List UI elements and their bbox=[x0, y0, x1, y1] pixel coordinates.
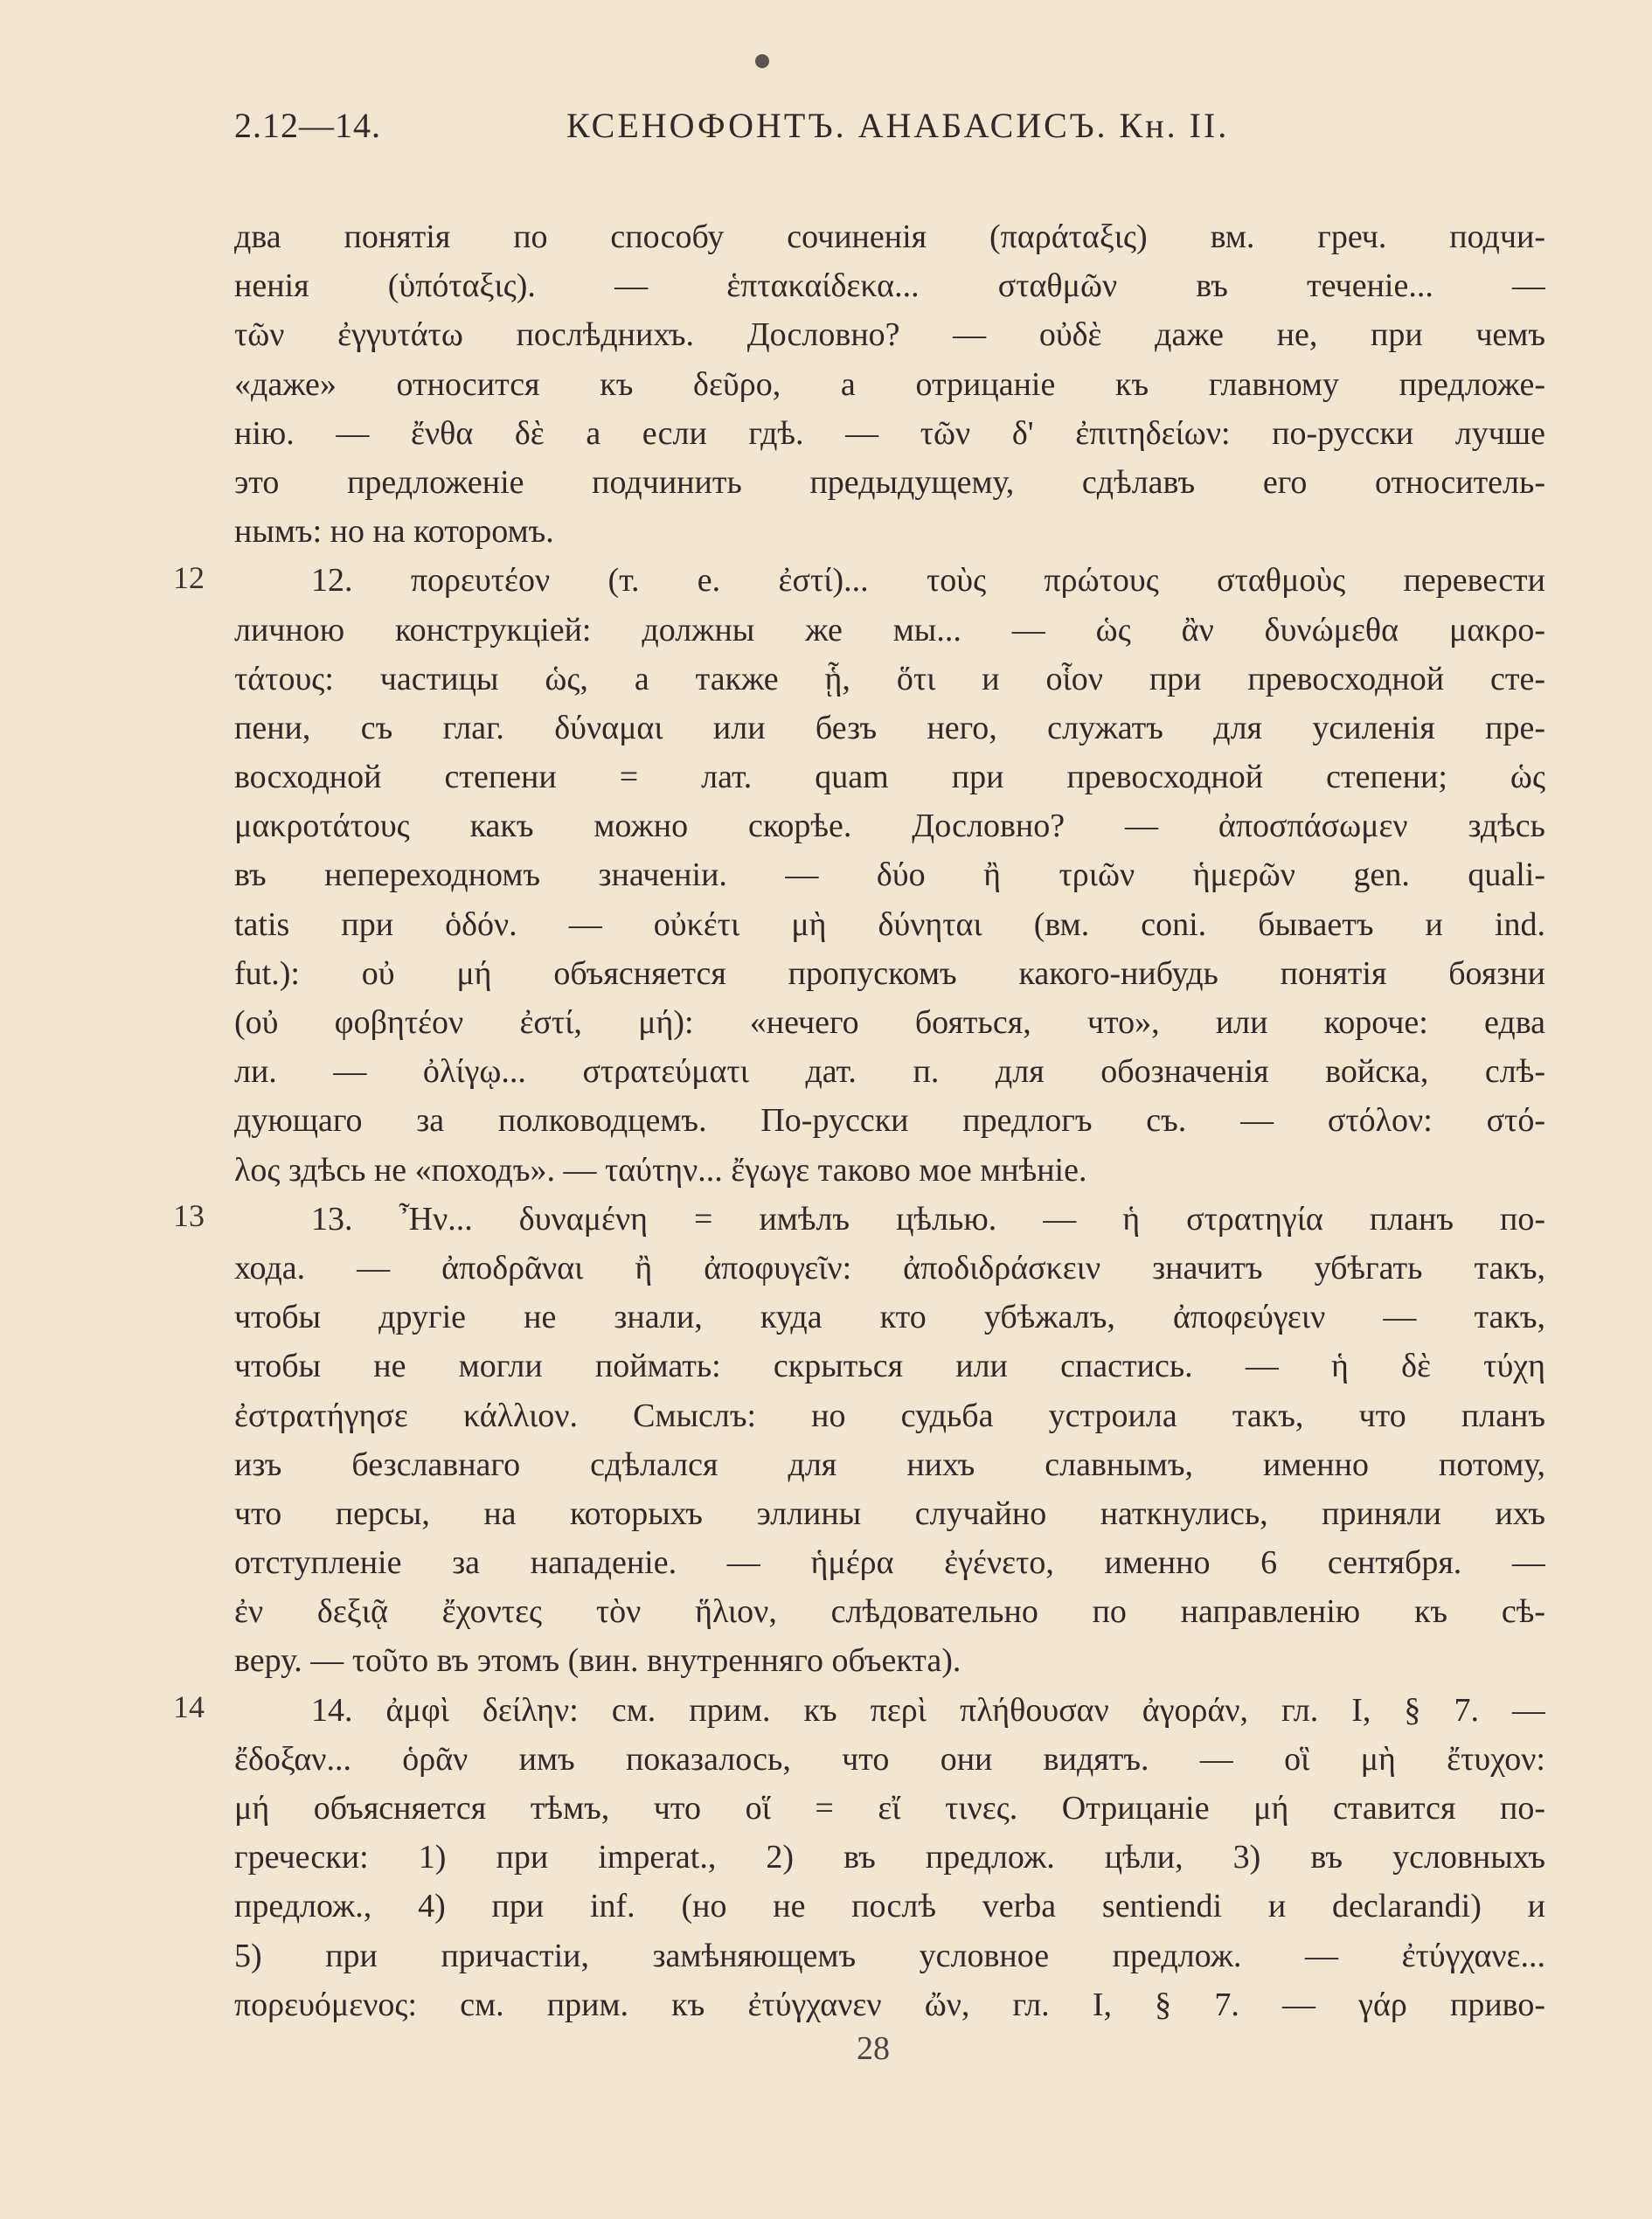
text-line: личною конструкціей: должны же мы... — ὡς ἂν δυνώμεθα μακρο- bbox=[234, 611, 1545, 648]
margin-number-13: 13 bbox=[173, 1198, 205, 1233]
text-line: чтобы не могли поймать: скрыться или спастись. — ἡ δὲ τύχη bbox=[234, 1348, 1545, 1385]
text-line: πορευόμενος: см. прим. къ ἐτύγχανεν ὤν, гл. I, § 7. — γάρ приво- bbox=[234, 1986, 1545, 2023]
text-line: отступленіе за нападеніе. — ἡμέρα ἐγένετο, именно 6 сентября. — bbox=[234, 1544, 1545, 1582]
text-line: 13. Ἦν... δυναμένη = имѣлъ цѣлью. — ἡ στρατηγία планъ по- bbox=[311, 1200, 1545, 1238]
text-line: въ непереходномъ значеніи. — δύο ἢ τριῶν ἡμερῶν gen. quali- bbox=[234, 856, 1545, 894]
text-line: (οὐ φοβητέον ἐστί, μή): «нечего бояться, что», или короче: едва bbox=[234, 1004, 1545, 1041]
body-text bbox=[234, 212, 1545, 2029]
page-number: 28 bbox=[857, 2030, 890, 2067]
text-line: μακροτάτους какъ можно скорѣе. Дословно? — ἀποσπάσωμεν здѣсь bbox=[234, 808, 1545, 845]
text-line: гречески: 1) при imperat., 2) въ предлож. цѣли, 3) въ условныхъ bbox=[234, 1839, 1545, 1876]
text-line: λος здѣсь не «походъ». — ταύτην... ἔγωγε таково мое мнѣніе. bbox=[234, 1151, 1087, 1189]
margin-number-12: 12 bbox=[173, 560, 205, 595]
ink-dot bbox=[755, 54, 769, 68]
running-header bbox=[234, 105, 1545, 157]
text-line: ἐν δεξιᾷ ἔχοντες τὸν ἥλιον, слѣдовательно по направленію къ сѣ- bbox=[234, 1593, 1545, 1631]
text-line: 5) при причастіи, замѣняющемъ условное предлож. — ἐτύγχανε... bbox=[234, 1937, 1545, 1974]
text-line: ненія (ὑπόταξις). — ἑπτακαίδεκα... σταθμῶν въ теченіе... — bbox=[234, 267, 1545, 305]
text-line: нію. — ἔνθα δὲ а если гдѣ. — τῶν δ' ἐπιτηδείων: по-русски лучше bbox=[234, 414, 1545, 452]
text-line: что персы, на которыхъ эллины случайно наткнулись, приняли ихъ bbox=[234, 1494, 1545, 1532]
text-line: пени, съ глаг. δύναμαι или безъ него, служатъ для усиленія пре- bbox=[234, 709, 1545, 746]
text-line: нымъ: но на которомъ. bbox=[234, 513, 554, 551]
text-line: tatis при ὁδόν. — οὐκέτι μὴ δύνηται (вм. coni. бываетъ и ind. bbox=[234, 905, 1545, 943]
text-line: ἔδοξαν... ὁρᾶν имъ показалось, что они видятъ. — οἳ μὴ ἔτυχον: bbox=[234, 1740, 1545, 1778]
text-line: это предложеніе подчинить предыдущему, сдѣлавъ его относитель- bbox=[234, 463, 1545, 501]
text-line: веру. — τοῦτο въ этомъ (вин. внутренняго объекта). bbox=[234, 1642, 961, 1680]
text-line: fut.): οὐ μή объясняется пропускомъ какого-нибудь понятія боязни bbox=[234, 954, 1545, 992]
text-line: «даже» относится къ δεῦρο, а отрицаніе къ главному предложе- bbox=[234, 365, 1545, 403]
text-line: 12. πορευτέον (т. е. ἐστί)... τοὺς πρώτους σταθμοὺς перевести bbox=[311, 562, 1545, 600]
text-line: чтобы другіе не знали, куда кто убѣжалъ, ἀποφεύγειν — такъ, bbox=[234, 1299, 1545, 1336]
text-line: предлож., 4) при inf. (но не послѣ verba sentiendi и declarandi) и bbox=[234, 1888, 1545, 1925]
text-line: хода. — ἀποδρᾶναι ἢ ἀποφυγεῖν: ἀποδιδράσκειν значитъ убѣгать такъ, bbox=[234, 1249, 1545, 1286]
text-line: τῶν ἐγγυτάτω послѣднихъ. Дословно? — οὐδὲ даже не, при чемъ bbox=[234, 316, 1545, 354]
text-line: 14. ἀμφὶ δείλην: см. прим. къ περὶ πλήθουσαν ἀγοράν, гл. I, § 7. — bbox=[311, 1691, 1545, 1729]
text-line: два понятія по способу сочиненія (παράταξις) вм. греч. подчи- bbox=[234, 218, 1545, 255]
text-line: изъ безславнаго сдѣлался для нихъ славнымъ, именно потому, bbox=[234, 1446, 1545, 1483]
margin-number-14: 14 bbox=[173, 1689, 205, 1724]
text-line: μή объясняется тѣмъ, что οἵ = εἴ τινες. Отрицаніе μή ставится по- bbox=[234, 1790, 1545, 1827]
text-line: восходной степени = лат. quam при превосходной степени; ὡς bbox=[234, 759, 1545, 796]
text-line: ἐστρατήγησε κάλλιον. Смыслъ: но судьба устроила такъ, что планъ bbox=[234, 1397, 1545, 1434]
text-line: τάτους: частицы ὡς, а также ᾗ, ὅτι и οἷον при превосходной сте- bbox=[234, 660, 1545, 697]
section-range: 2.12—14. bbox=[234, 106, 381, 145]
text-line: дующаго за полководцемъ. По-русски предлогъ съ. — στόλον: στό- bbox=[234, 1102, 1545, 1140]
text-line: ли. — ὀλίγῳ... στρατεύματι дат. п. для обозначенія войска, слѣ- bbox=[234, 1053, 1545, 1091]
running-title: КСЕНОФОНТЪ. АНАБАСИСЪ. Кн. II. bbox=[566, 106, 1230, 145]
